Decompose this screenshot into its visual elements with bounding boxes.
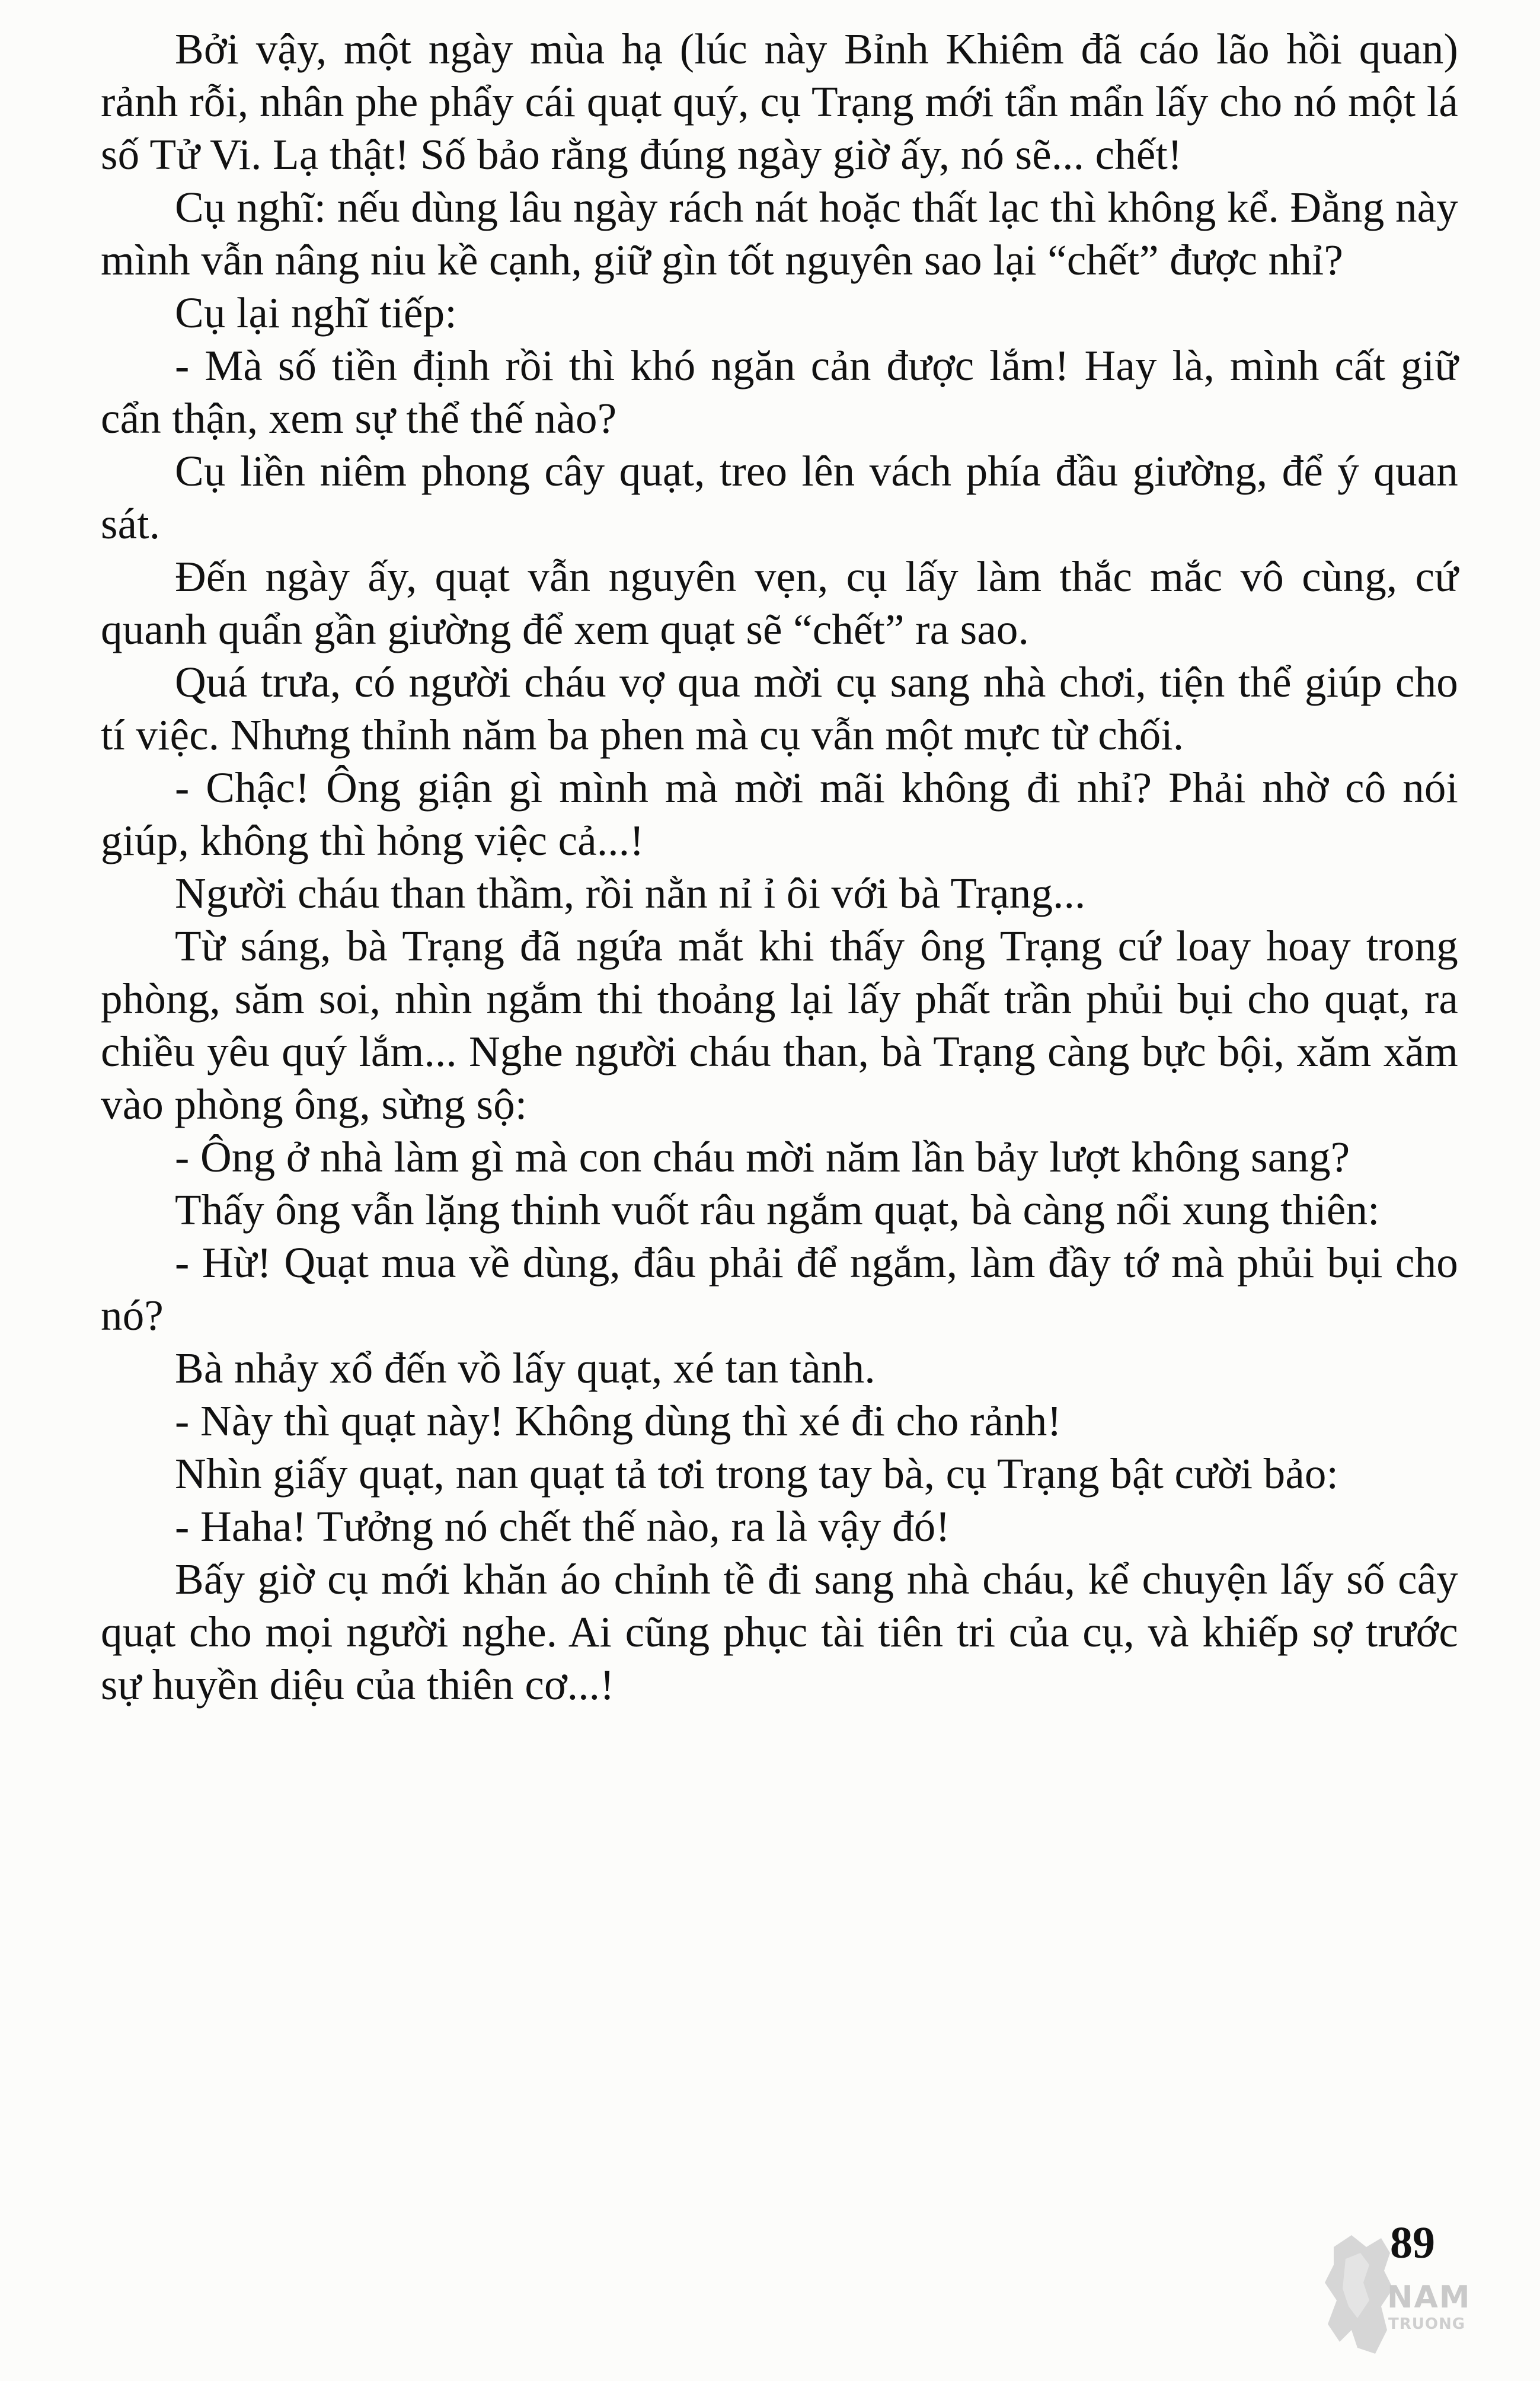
paragraph: Bà nhảy xổ đến vồ lấy quạt, xé tan tành. [175,1344,876,1392]
publisher-logo-name: NAM [1387,2280,1471,2315]
dialogue-paragraph: - Chậc! Ông giận gì mình mà mời mãi không đi nhỉ? Phải nhờ cô nói giúp, không thì hỏng việc cả...! [101,764,1458,864]
dialogue-paragraph: - Mà số tiền định rồi thì khó ngăn cản được lắm! Hay là, mình cất giữ cẩn thận, xem sự thể thế nào? [101,341,1458,442]
dialogue-paragraph: - Ông ở nhà làm gì mà con cháu mời năm lần bảy lượt không sang? [175,1133,1350,1181]
story-text [101,23,1458,1711]
paragraph: Bấy giờ cụ mới khăn áo chỉnh tề đi sang nhà cháu, kể chuyện lấy số cây quạt cho mọi người nghe. Ai cũng phục tài tiên tri của cụ, và khiếp sợ trước sự huyền diệu của thiên cơ...! [101,1555,1458,1709]
dialogue-paragraph: - Hừ! Quạt mua về dùng, đâu phải để ngắm, làm đầy tớ mà phủi bụi cho nó? [101,1239,1458,1339]
paragraph: Cụ liền niêm phong cây quạt, treo lên vách phía đầu giường, để ý quan sát. [101,447,1458,548]
dialogue-paragraph: - Này thì quạt này! Không dùng thì xé đi cho rảnh! [175,1397,1062,1445]
dialogue-paragraph: - Haha! Tưởng nó chết thế nào, ra là vậy đó! [175,1502,950,1550]
paragraph: Cụ lại nghĩ tiếp: [175,289,457,337]
paragraph: Đến ngày ấy, quạt vẫn nguyên vẹn, cụ lấy làm thắc mắc vô cùng, cứ quanh quẩn gần giường để xem quạt sẽ “chết” ra sao. [101,553,1458,653]
page-number: 89 [1390,2218,1435,2268]
paragraph: Người cháu than thầm, rồi nằn nỉ ỉ ôi với bà Trạng... [175,869,1086,917]
paragraph: Bởi vậy, một ngày mùa hạ (lúc này Bỉnh Khiêm đã cáo lão hồi quan) rảnh rỗi, nhân phe phẩy cái quạt quý, cụ Trạng mới tẩn mẩn lấy cho nó một lá số Tử Vi. Lạ thật! Số bảo rằng đúng ngày giờ ấy, nó sẽ... chết! [101,25,1458,178]
paragraph: Quá trưa, có người cháu vợ qua mời cụ sang nhà chơi, tiện thể giúp cho tí việc. Nhưng thỉnh năm ba phen mà cụ vẫn một mực từ chối. [101,658,1458,759]
paragraph: Thấy ông vẫn lặng thinh vuốt râu ngắm quạt, bà càng nổi xung thiên: [175,1186,1380,1234]
publisher-logo-sub: TRUONG [1388,2315,1466,2333]
paragraph: Cụ nghĩ: nếu dùng lâu ngày rách nát hoặc thất lạc thì không kể. Đằng này mình vẫn nâng niu kề cạnh, giữ gìn tốt nguyên sao lại “chết” được nhỉ? [101,183,1458,284]
paragraph: Từ sáng, bà Trạng đã ngứa mắt khi thấy ông Trạng cứ loay hoay trong phòng, săm soi, nhìn ngắm thi thoảng lại lấy phất trần phủi bụi cho quạt, ra chiều yêu quý lắm... Nghe người cháu than, bà Trạng càng bực bội, xăm xăm vào phòng ông, sừng sộ: [101,922,1458,1128]
paragraph: Nhìn giấy quạt, nan quạt tả tơi trong tay bà, cụ Trạng bật cười bảo: [175,1450,1339,1498]
